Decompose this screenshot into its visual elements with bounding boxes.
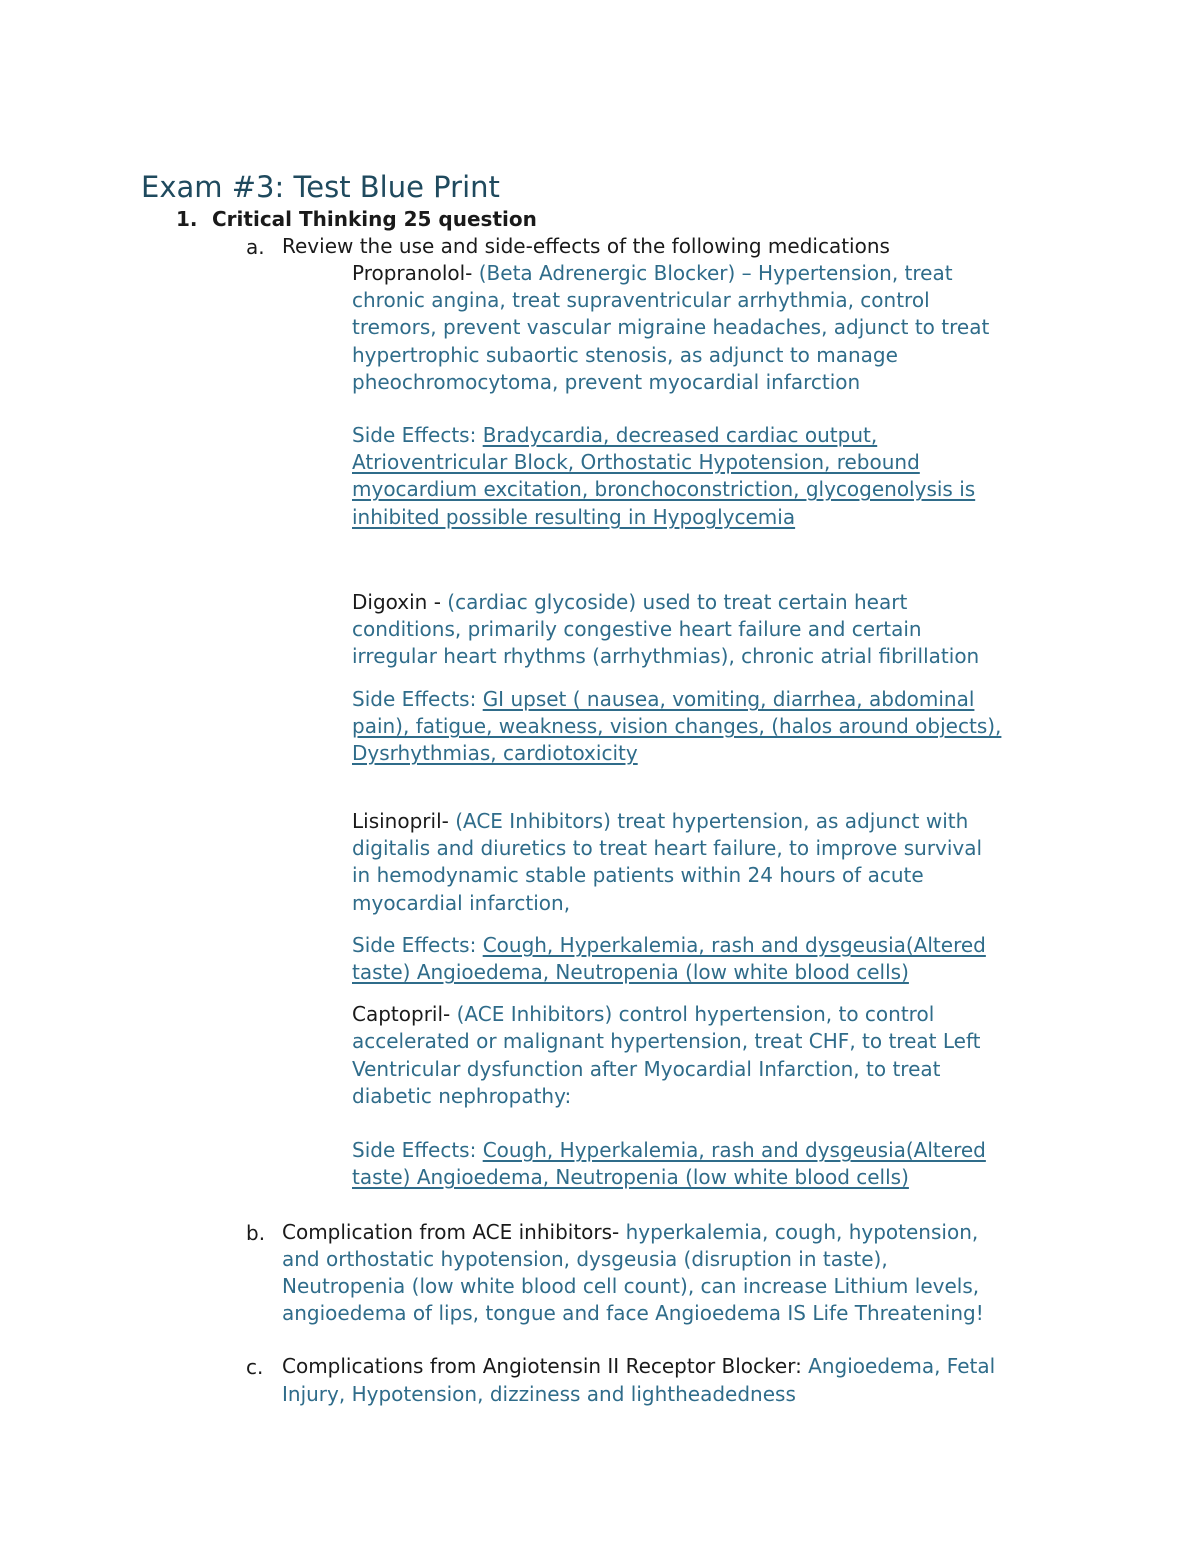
drug-description: irregular heart rhythms (arrhythmias), chronic atrial fibrillation [352,644,980,668]
drug-description: (Beta Adrenergic Blocker) – Hypertension, treat [472,261,953,285]
side-effects-text: Cough, Hyperkalemia, rash and dysgeusia(Altered [482,1138,986,1162]
section-label: Critical Thinking 25 question [212,207,537,231]
list-marker-c: c. [246,1355,264,1379]
side-effects-label: Side Effects: [352,1138,483,1162]
drug-description: Ventricular dysfunction after Myocardial Infarction, to treat [352,1057,941,1081]
side-effects-label: Side Effects: [352,687,483,711]
item-c-text: Angioedema, Fetal [801,1354,996,1378]
side-effects-text: taste) Angioedema, Neutropenia (low white blood cells) [352,960,909,984]
side-effects-text: pain), fatigue, weakness, vision changes, (halos around objects), [352,714,1002,738]
item-c-lead: Complications from Angiotensin II Receptor Blocker: [282,1354,802,1378]
drug-description: (cardiac glycoside) used to treat certain heart [440,590,908,614]
item-c-line [282,1353,995,1380]
section-critical-thinking [176,207,537,231]
drug-name: Propranolol- [352,261,473,285]
drug-name: Digoxin - [352,590,441,614]
drug-line [352,1001,934,1028]
drug-name: Lisinopril- [352,809,449,833]
side-effects-line [352,422,877,449]
side-effects-label: Side Effects: [352,933,483,957]
item-b-text: angioedema of lips, tongue and face Angioedema IS Life Threatening! [282,1301,984,1325]
item-b-line [282,1219,978,1246]
drug-description: hypertrophic subaortic stenosis, as adjunct to manage [352,343,898,367]
side-effects-text: Dysrhythmias, cardiotoxicity [352,741,638,765]
side-effects-text: inhibited possible resulting in Hypoglycemia [352,505,796,529]
item-b-text: and orthostatic hypotension, dysgeusia (disruption in taste), [282,1247,888,1271]
drug-line [352,260,953,287]
drug-description: chronic angina, treat supraventricular arrhythmia, control [352,288,930,312]
document-title: Exam #3: Test Blue Print [141,170,500,204]
item-c-text: Injury, Hypotension, dizziness and lightheadedness [282,1382,796,1406]
side-effects-text: Bradycardia, decreased cardiac output, [482,423,878,447]
side-effects-text: Cough, Hyperkalemia, rash and dysgeusia(Altered [482,933,986,957]
item-b-text: hyperkalemia, cough, hypotension, [619,1220,979,1244]
drug-description: diabetic nephropathy: [352,1084,572,1108]
side-effects-text: GI upset ( nausea, vomiting, diarrhea, abdominal [482,687,975,711]
drug-description: (ACE Inhibitors) treat hypertension, as adjunct with [448,809,969,833]
drug-line [352,589,907,616]
list-marker-b: b. [246,1221,266,1245]
item-b-text: Neutropenia (low white blood cell count), can increase Lithium levels, [282,1274,980,1298]
side-effects-line [352,932,986,959]
list-marker-a: a. [246,235,265,259]
drug-description: in hemodynamic stable patients within 24 hours of acute [352,863,924,887]
side-effects-line [352,1137,986,1164]
drug-description: (ACE Inhibitors) control hypertension, to control [450,1002,935,1026]
drug-description: digitalis and diuretics to treat heart failure, to improve survival [352,836,983,860]
side-effects-line [352,686,974,713]
section-number: 1. [176,207,198,231]
drug-description: myocardial infarction, [352,891,571,915]
item-b-lead: Complication from ACE inhibitors- [282,1220,620,1244]
drug-name: Captopril- [352,1002,451,1026]
side-effects-text: Atrioventricular Block, Orthostatic Hypotension, rebound [352,450,920,474]
side-effects-text: taste) Angioedema, Neutropenia (low white blood cells) [352,1165,909,1189]
drug-line [352,808,968,835]
drug-description: pheochromocytoma, prevent myocardial infarction [352,370,861,394]
drug-description: conditions, primarily congestive heart failure and certain [352,617,922,641]
side-effects-label: Side Effects: [352,423,483,447]
drug-description: accelerated or malignant hypertension, treat CHF, to treat Left [352,1029,981,1053]
item-a-text: Review the use and side-effects of the following medications [282,234,890,258]
side-effects-text: myocardium excitation, bronchoconstriction, glycogenolysis is [352,477,976,501]
drug-description: tremors, prevent vascular migraine headaches, adjunct to treat [352,315,990,339]
